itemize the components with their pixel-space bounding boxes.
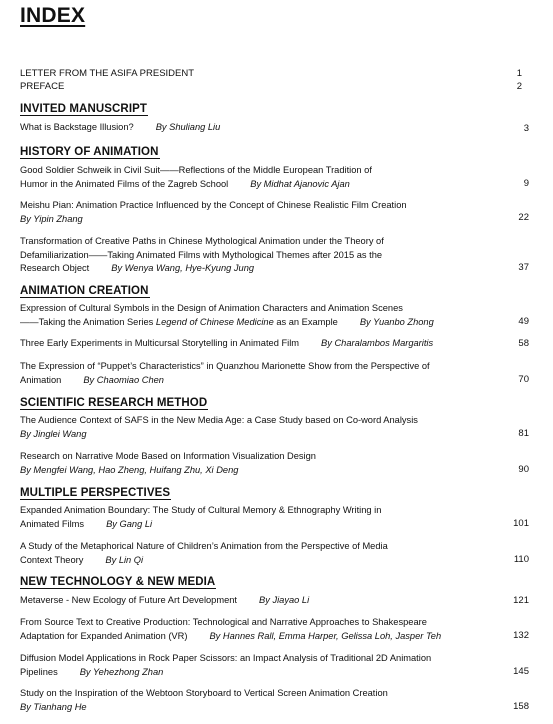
toc-entry[interactable]: [20, 235, 490, 276]
entry-author: By Lin Qi: [105, 554, 144, 565]
entry-title-line: The Audience Context of SAFS in the New Media Age: a Case Study based on Co-word Analysis: [20, 415, 418, 425]
entry-author: By Mengfei Wang, Hao Zheng, Huifang Zhu, Xi Deng: [20, 464, 239, 475]
entry-title-line: Animation: [20, 374, 62, 385]
entry-author: By Yehezhong Zhan: [79, 666, 164, 677]
entry-title-line: Humor in the Animated Films of the Zagreb School: [20, 178, 229, 189]
entry-title: Metaverse - New Ecology of Future Art Development: [20, 595, 238, 605]
toc-entry[interactable]: [20, 414, 490, 441]
entry-title-line: Research Object: [20, 263, 90, 273]
entry-author: By Charalambos Margaritis: [321, 338, 434, 348]
page-number: 145: [513, 666, 529, 677]
toc-entry[interactable]: [20, 450, 490, 477]
entry-title-line: Defamiliarization——Taking Animated Films with Mythological Themes after 2015 as the: [20, 249, 383, 260]
entry-author: By Hannes Rall, Emma Harper, Gelissa Loh, Jasper Teh: [209, 630, 442, 641]
page-number: 37: [518, 262, 529, 273]
toc-entry[interactable]: [20, 540, 490, 567]
toc-front-letter[interactable]: LETTER FROM THE ASIFA PRESIDENT: [20, 68, 195, 79]
page-number: 132: [513, 630, 529, 641]
entry-title-line: The Expression of “Puppet’s Characteristics” in Quanzhou Marionette Show from the Perspective of: [20, 361, 430, 371]
toc-entry[interactable]: [20, 121, 490, 135]
page-number: 81: [518, 428, 529, 439]
entry-title-line: as an Example: [273, 316, 338, 327]
page-number: 22: [518, 212, 529, 223]
page-number: 70: [518, 374, 529, 385]
toc-entry[interactable]: [20, 594, 490, 608]
entry-author: By Wenya Wang, Hye-Kyung Jung: [111, 263, 255, 273]
entry-author: By Yipin Zhang: [20, 213, 83, 224]
section-heading-new-technology: NEW TECHNOLOGY & NEW MEDIA: [20, 576, 216, 588]
entry-title-line: Study on the Inspiration of the Webtoon Storyboard to Vertical Screen Animation Creation: [20, 688, 388, 698]
entry-title-line: From Source Text to Creative Production: Technological and Narrative Approaches to Shakespeare: [20, 617, 427, 627]
entry-author: By Chaomiao Chen: [83, 374, 164, 385]
toc-entry[interactable]: [20, 302, 490, 329]
page-number: 121: [513, 595, 529, 606]
toc-entry[interactable]: [20, 199, 490, 226]
section-heading-multiple-perspectives: MULTIPLE PERSPECTIVES: [20, 487, 171, 499]
entry-title-line: Animated Films: [20, 518, 85, 529]
page-number: 158: [513, 701, 529, 712]
entry-title: Three Early Experiments in Multicursal Storytelling in Animated Film: [20, 338, 300, 348]
section-heading-history-of-animation: HISTORY OF ANIMATION: [20, 146, 159, 158]
entry-title-line: ——Taking the Animation Series: [20, 316, 156, 327]
entry-author: By Tianhang He: [20, 701, 87, 712]
page-number: 58: [518, 338, 529, 349]
section-heading-animation-creation: ANIMATION CREATION: [20, 285, 149, 297]
entry-author: By Midhat Ajanovic Ajan: [250, 178, 350, 189]
entry-author: By Yuanbo Zhong: [359, 316, 434, 327]
section-heading-invited-manuscript: INVITED MANUSCRIPT: [20, 103, 148, 115]
toc-entry[interactable]: [20, 687, 490, 714]
page-number: 2: [516, 81, 522, 92]
entry-title-line: Good Soldier Schweik in Civil Suit——Reflections of the Middle European Tradition of: [20, 165, 372, 175]
toc-front-preface[interactable]: PREFACE: [20, 81, 65, 92]
entry-title-line: Adaptation for Expanded Animation (VR): [20, 630, 188, 641]
entry-author: By Jinglei Wang: [20, 428, 87, 439]
entry-title-line: Diffusion Model Applications in Rock Paper Scissors: an Impact Analysis of Traditional 2D Animation: [20, 653, 432, 663]
section-heading-scientific-research-method: SCIENTIFIC RESEARCH METHOD: [20, 397, 208, 409]
entry-title-line: Expanded Animation Boundary: The Study of Cultural Memory & Ethnography Writing in: [20, 505, 382, 515]
toc-entry[interactable]: [20, 360, 490, 387]
page-number: 9: [523, 178, 529, 189]
page-number: 101: [513, 518, 529, 529]
page-number: 3: [523, 123, 529, 134]
page-number: 49: [518, 316, 529, 327]
entry-title-line: Meishu Pian: Animation Practice Influenced by the Concept of Chinese Realistic Film Creation: [20, 200, 407, 210]
toc-entry[interactable]: [20, 504, 490, 531]
page-number: 110: [513, 554, 529, 565]
entry-title-line: Pipelines: [20, 666, 58, 677]
toc-entry[interactable]: [20, 337, 490, 351]
page-number: 1: [516, 68, 522, 79]
toc-entry[interactable]: [20, 616, 490, 643]
toc-entry[interactable]: [20, 652, 490, 679]
entry-author: By Shuliang Liu: [155, 122, 221, 132]
entry-title-line: Expression of Cultural Symbols in the Design of Animation Characters and Animation Scenes: [20, 303, 403, 313]
entry-author: By Gang Li: [106, 518, 153, 529]
toc-entry[interactable]: [20, 164, 490, 191]
entry-title-line: A Study of the Metaphorical Nature of Children’s Animation from the Perspective of Media: [20, 541, 388, 551]
entry-title: What is Backstage Illusion?: [20, 122, 134, 132]
entry-italic-title: Legend of Chinese Medicine: [155, 316, 274, 327]
entry-title-line: Transformation of Creative Paths in Chinese Mythological Animation under the Theory of: [20, 236, 384, 246]
entry-author: By Jiayao Li: [259, 595, 310, 605]
entry-title-line: Research on Narrative Mode Based on Information Visualization Design: [20, 451, 316, 461]
page-number: 90: [518, 464, 529, 475]
page-title: INDEX: [20, 4, 86, 27]
entry-title-line: Context Theory: [20, 554, 84, 565]
